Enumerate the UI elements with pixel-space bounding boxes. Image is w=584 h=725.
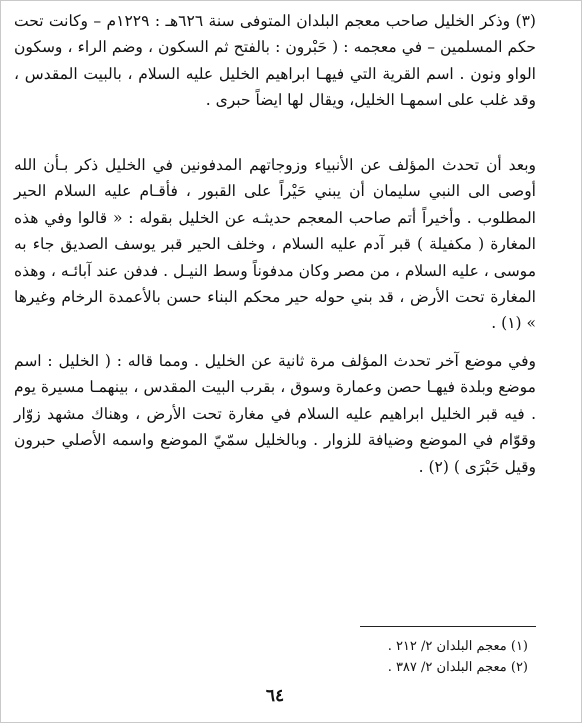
footnote-divider: [360, 626, 536, 627]
paragraph-2: وبعد أن تحدث المؤلف عن الأنبياء وزوجاتهم المدفونين في الخليل ذكر بـأن الله أوصى الى النبي سليمان أن يبني حَيْراً على القبور ، فأقـام عليه السلام الحير المطلوب . وأخيراً أتم صاحب المعجم حديثـه عن الخليل بقوله : « قالوا وفي هذه المغارة ( مكفيلة ) قبر آدم عليه السلام ، وخلف الحير قبر يوسف الصديق جاء به موسى ، عليه السلام ، من مصر وكان مدفوناً وسط النيـل . فدفن عند آبائـه ، وهذه المغارة تحت الأرض ، قد بني حوله حير محكم البناء حسن بالأعمدة الرخام وغيرها » (١) .: [14, 156, 536, 333]
paragraph-3: وفي موضع آخر تحدث المؤلف مرة ثانية عن الخليل . ومما قاله : ( الخليل : اسم موضع وبلدة فيهـا حصن وعمارة وسوق ، بقرب البيت المقدس ، بينهمـا مسيرة يوم . فيه قبر الخليل ابراهيم عليه السلام في مغارة تحت الأرض ، وهناك مشهد زوّار وقوّام في الموضع وضيافة للزوار . وبالخليل سمّيّ الموضع واسمه الأصلي حبرون وقيل حَبْرَى ) (٢) .: [14, 352, 536, 476]
page-number: ٦٤: [265, 686, 285, 706]
footnote-2: (٢) معجم البلدان ٢/ ٣٨٧ .: [387, 660, 528, 675]
footnote-1: (١) معجم البلدان ٢/ ٢١٢ .: [387, 639, 528, 654]
footnotes: [128, 636, 528, 678]
paragraph-1: (٣) وذكر الخليل صاحب معجم البلدان المتوفى سنة ٦٢٦هـ : ١٢٢٩م – وكانت تحت حكم المسلمين – في معجمه : ( حَبْرون : بالفتح ثم السكون ، وضم الراء ، وسكون الواو ونون . اسم القرية التي فيهـا ابراهيم الخليل عليه السلام ، بالبيت المقدس ، وقد غلب على اسمهـا الخليل، ويقال لها ايضاً حبرى .: [14, 12, 536, 110]
document-page: [14, 8, 536, 718]
